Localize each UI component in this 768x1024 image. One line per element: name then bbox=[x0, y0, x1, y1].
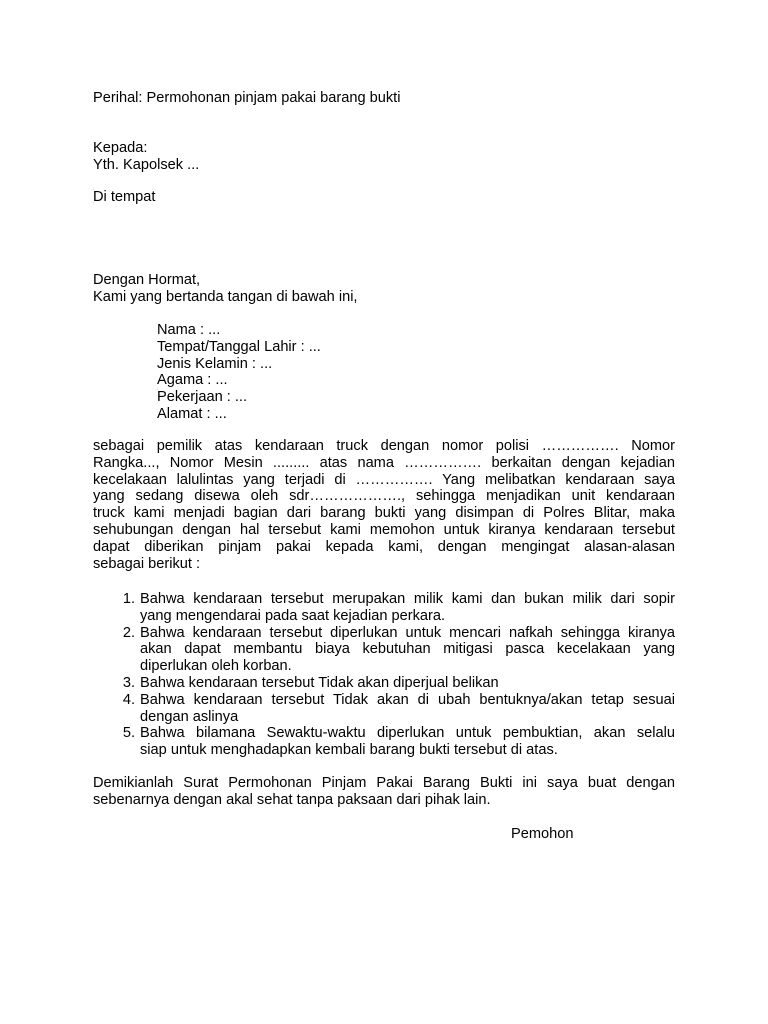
subject-line bbox=[93, 90, 675, 107]
recipient-place: Di tempat bbox=[93, 189, 156, 205]
identity-list bbox=[157, 322, 321, 423]
body-paragraph bbox=[93, 438, 675, 572]
identity-item: Nama : ... bbox=[157, 322, 221, 338]
body-line: sebagai pemilik atas kendaraan truck dengan nomor polisi ……………. Nomor bbox=[93, 438, 675, 454]
closing-paragraph bbox=[93, 775, 675, 809]
reason-line: Bahwa kendaraan tersebut merupakan milik kami dan bukan milik dari sopir bbox=[140, 591, 675, 607]
reason-line: Bahwa bilamana Sewaktu-waktu diperlukan untuk pembuktian, akan selalu bbox=[140, 725, 675, 742]
reason-number: 4. bbox=[122, 691, 135, 708]
body-line: dapat diberikan pinjam pakai kepada kami, dengan mengingat alasan-alasan bbox=[93, 538, 675, 555]
body-line: sebagai berikut : bbox=[93, 555, 201, 572]
reason-line: diperlukan oleh korban. bbox=[140, 658, 292, 675]
intro-text: Kami yang bertanda tangan di bawah ini, bbox=[93, 288, 358, 305]
reason-item bbox=[93, 675, 675, 692]
reasons-list bbox=[93, 591, 675, 759]
identity-item: Jenis Kelamin : ... bbox=[157, 355, 273, 372]
body-line: kecelakaan lalulintas yang terjadi di ……………. Yang melibatkan kendaraan saya bbox=[93, 471, 675, 488]
identity-item: Alamat : ... bbox=[157, 405, 227, 422]
greeting: Dengan Hormat, bbox=[93, 272, 201, 288]
body-line: truck kami menjadi bagian dari barang bukti yang disimpan di Polres Blitar, maka bbox=[93, 505, 675, 522]
signer-label: Pemohon bbox=[511, 826, 574, 842]
subject-text: Perihal: Permohonan pinjam pakai barang bukti bbox=[93, 90, 401, 106]
reason-number: 5. bbox=[122, 725, 135, 742]
reason-item bbox=[93, 591, 675, 625]
reason-number: 3. bbox=[122, 674, 135, 691]
reason-line: siap untuk menghadapkan kembali barang bukti tersebut di atas. bbox=[140, 742, 558, 759]
opening-block bbox=[93, 272, 675, 306]
identity-item: Tempat/Tanggal Lahir : ... bbox=[157, 338, 321, 355]
body-line: sehubungan dengan hal tersebut kami memohon untuk kiranya kendaraan tersebut bbox=[93, 521, 675, 538]
reason-line: dengan aslinya bbox=[140, 708, 239, 725]
recipient-label: Kepada: bbox=[93, 140, 148, 156]
identity-item: Agama : ... bbox=[157, 372, 228, 389]
recipient-place-block bbox=[93, 189, 675, 206]
reason-number: 1. bbox=[122, 591, 135, 607]
body-line: yang sedang disewa oleh sdr………………., sehingga menjadikan unit kendaraan bbox=[93, 488, 675, 505]
reason-line: Bahwa kendaraan tersebut diperlukan untuk mencari nafkah sehingga kiranya bbox=[140, 624, 675, 641]
reason-line: Bahwa kendaraan tersebut Tidak akan diperjual belikan bbox=[140, 674, 499, 691]
body-line: Rangka..., Nomor Mesin ......... atas nama ……………. berkaitan dengan kejadian bbox=[93, 454, 675, 471]
recipient-block bbox=[93, 140, 675, 174]
reason-item bbox=[93, 725, 675, 759]
signer-block bbox=[511, 826, 573, 843]
reason-item bbox=[93, 625, 675, 675]
reason-line: Bahwa kendaraan tersebut Tidak akan di ubah bentuknya/akan tetap sesuai bbox=[140, 691, 675, 708]
reason-line: yang mengendarai pada saat kejadian perkara. bbox=[140, 607, 446, 624]
closing-line: sebenarnya dengan akal sehat tanpa paksaan dari pihak lain. bbox=[93, 791, 491, 808]
reason-number: 2. bbox=[122, 624, 135, 641]
reason-item bbox=[93, 692, 675, 726]
identity-item: Pekerjaan : ... bbox=[157, 389, 248, 406]
recipient-name: Yth. Kapolsek ... bbox=[93, 156, 200, 173]
reason-line: akan dapat membantu biaya kebutuhan mitigasi pasca kecelakaan yang bbox=[140, 641, 675, 658]
closing-line: Demikianlah Surat Permohonan Pinjam Pakai Barang Bukti ini saya buat dengan bbox=[93, 775, 675, 791]
